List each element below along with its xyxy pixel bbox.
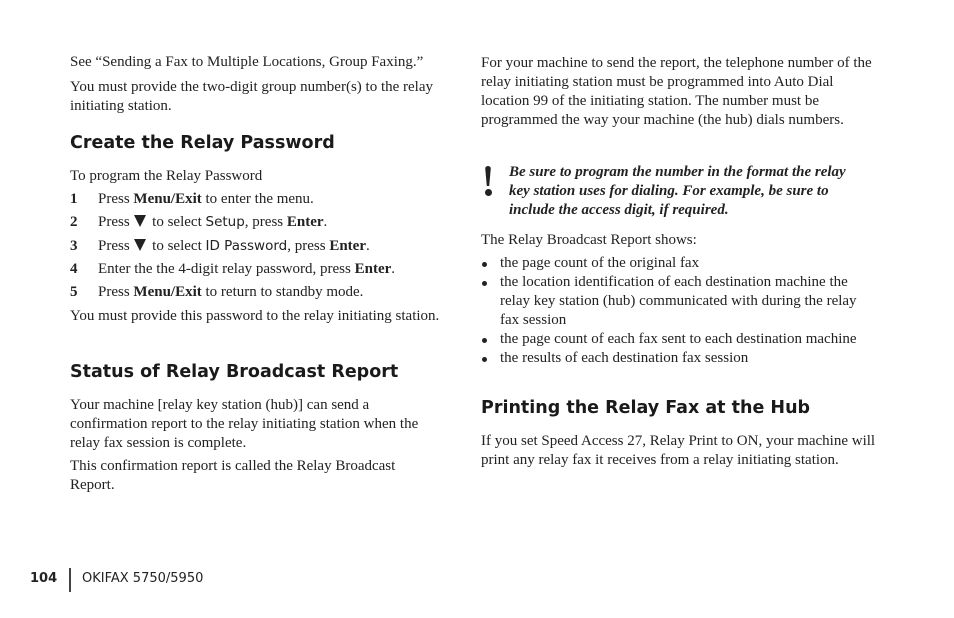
print-paragraph: If you set Speed Access 27, Relay Print to ON, your machine will print any relay fax it receives from a relay initiating station. <box>481 433 876 468</box>
status-paragraph-2: This confirmation report is called the Relay Broadcast Report. <box>70 458 396 493</box>
status-paragraph-1: Your machine [relay key station (hub)] can send a confirmation report to the relay initiating station when the relay fax session is complete. <box>70 397 419 451</box>
report-shows-intro: The Relay Broadcast Report shows: <box>481 232 697 248</box>
list-item: the results of each destination fax session <box>481 349 876 368</box>
heading-create-relay-password: Create the Relay Password <box>70 133 335 153</box>
heading-status-relay-report: Status of Relay Broadcast Report <box>70 362 399 382</box>
exclamation-icon <box>481 166 495 196</box>
report-contents-list <box>481 254 876 368</box>
report-requirements: For your machine to send the report, the telephone number of the relay initiating station must be programmed into Auto Dial location 99 of the initiating station. The number must be programmed the way your machine (the hub) dials numbers. <box>481 55 872 128</box>
warning-note: Be sure to program the number in the format the relay key station uses for dialing. For example, be sure to include the access digit, if required. <box>509 164 846 218</box>
product-name: OKIFAX 5750/5950 <box>82 571 204 586</box>
page-number: 104 <box>30 571 58 586</box>
step-3: 3 Press to select ID Password, press Enter. <box>70 238 370 254</box>
step-5: 5 Press Menu/Exit to return to standby mode. <box>70 284 364 300</box>
heading-printing-relay-fax: Printing the Relay Fax at the Hub <box>481 398 811 418</box>
list-item: the page count of the original fax <box>481 254 876 273</box>
list-item: the location identification of each destination machine the relay key station (hub) communicated with during the relay fax session <box>481 273 876 330</box>
program-intro: To program the Relay Password <box>70 168 263 184</box>
step-1: 1 Press Menu/Exit to enter the menu. <box>70 191 314 207</box>
step-2: 2 Press to select Setup, press Enter. <box>70 214 328 230</box>
step-4: 4 Enter the the 4-digit relay password, press Enter. <box>70 261 396 277</box>
intro-see-also: See “Sending a Fax to Multiple Locations, Group Faxing.” <box>70 54 424 70</box>
down-arrow-icon <box>134 215 146 227</box>
down-arrow-icon <box>134 239 146 251</box>
intro-group-number: You must provide the two-digit group number(s) to the relay initiating station. <box>70 79 434 114</box>
list-item: the page count of each fax sent to each destination machine <box>481 330 876 349</box>
password-note: You must provide this password to the relay initiating station. <box>70 308 440 324</box>
page-footer <box>0 568 954 592</box>
footer-divider <box>69 568 71 592</box>
